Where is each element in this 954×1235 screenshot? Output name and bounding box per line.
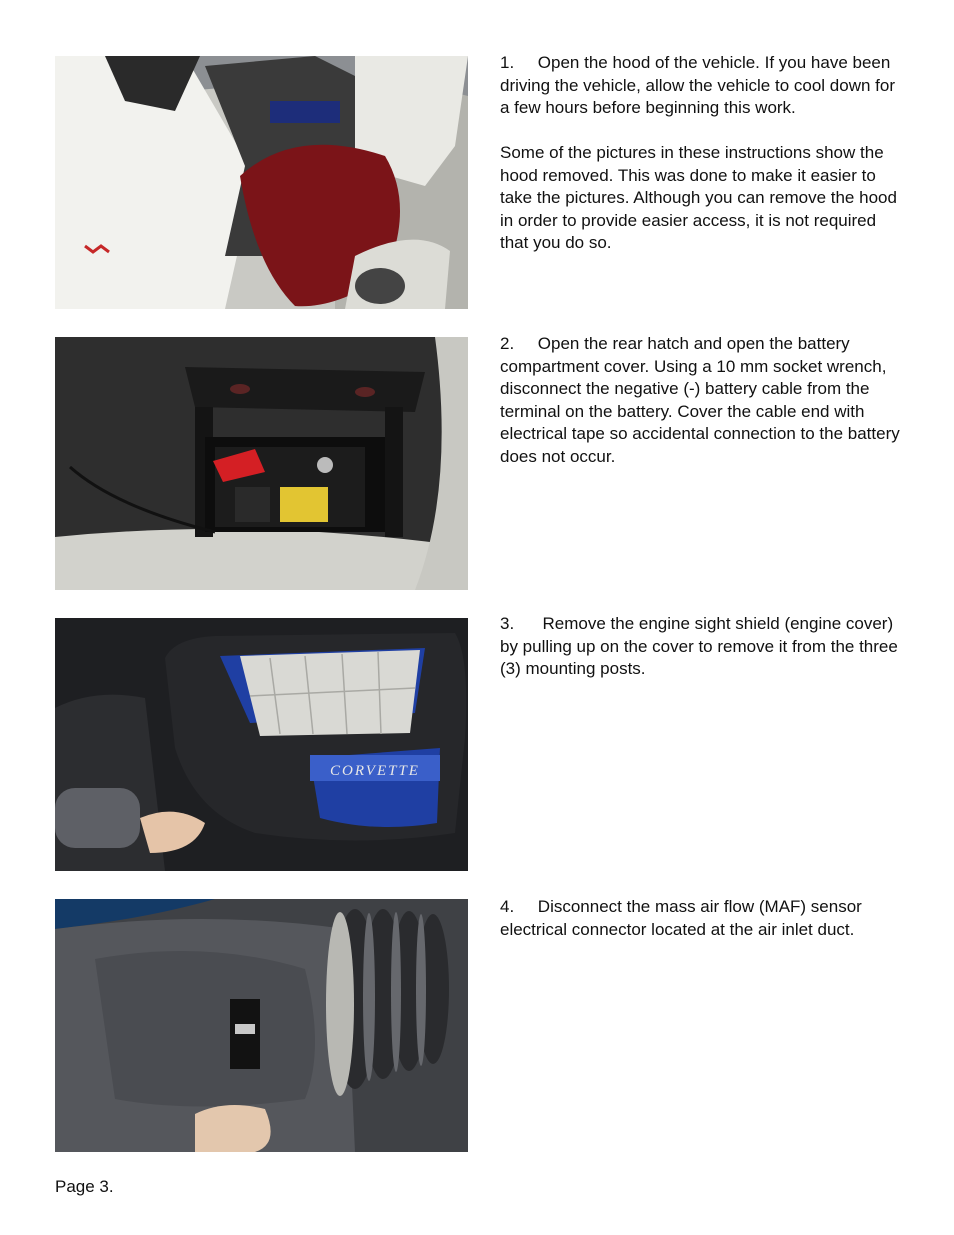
- photo-open-hood: [55, 56, 468, 309]
- step-4-paragraph-1: 4. Disconnect the mass air flow (MAF) sensor electrical connector located at the air inlet duct.: [500, 897, 867, 939]
- photo-battery-compartment: [55, 337, 468, 590]
- step-3: [500, 613, 903, 681]
- page-number: Page 3.: [55, 1177, 114, 1196]
- step-1-paragraph-2: Some of the pictures in these instructions show the hood removed. This was done to make it easier to take the pictures. Although you can remove the hood in order to provide easier access, it is not required that you do so.: [500, 143, 902, 252]
- corvette-logo-text: CORVETTE: [330, 763, 420, 779]
- step-1-paragraph-1: 1. Open the hood of the vehicle. If you have been driving the vehicle, allow the vehicle to cool down for a few hours before beginning this work.: [500, 53, 900, 117]
- step-1: [500, 52, 900, 255]
- photo-engine-cover: [55, 618, 468, 871]
- step-4: [500, 896, 900, 941]
- step-2-paragraph-1: 2. Open the rear hatch and open the battery compartment cover. Using a 10 mm socket wrench, disconnect the negative (-) battery cable from the terminal on the battery. Cover the cable end with electrical tape so accidental connection to the battery does not occur.: [500, 334, 905, 466]
- step-3-paragraph-1: 3. Remove the engine sight shield (engine cover) by pulling up on the cover to remove it from the three (3) mounting posts.: [500, 614, 903, 678]
- photo-maf-connector: [55, 899, 468, 1152]
- step-2: [500, 333, 905, 468]
